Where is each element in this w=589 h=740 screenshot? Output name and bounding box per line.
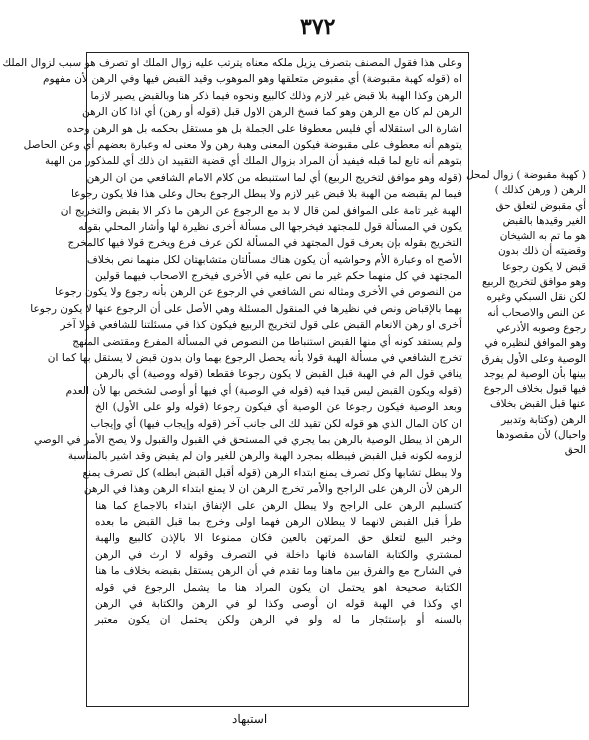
main-text-line: يتوهم أنه معطوف على مقبوضة فيكون المعنى وهبة رهن ولا معنى له وعبارة بعضهم أي وعن الحاصل <box>23 138 462 151</box>
main-text-line: بالسنه أو بإستئجار ما له ولو في الرهن ولكن يحتمل ان يكون معتبر <box>95 614 462 627</box>
margin-text-line: عن النص والاصحاب أنه <box>487 306 586 319</box>
main-text-line: المجتهد في كل منهما حكم غير ما نص عليه في الأخرى فيخرج الاصحاب فيهما قولين <box>95 270 462 283</box>
main-text-line: وعلى هذا فقول المصنف بتصرف يزيل ملكه معناه يترتب عليه زوال الملك او تصرف هو سبب لزوال الملك <box>2 57 462 69</box>
margin-text-line: أي مقبوض لتعلق حق <box>495 199 586 212</box>
main-text-line: طرأ قبل القبض لانهما لا يبطلان الرهن فهما اولى وخرج بما قبل القبض ما بعده <box>95 515 462 528</box>
page-number: ٣٧٢ <box>300 14 336 40</box>
margin-text-line: واحبال) لأن مقصودها <box>495 429 586 442</box>
margin-text-line: عنها قبل القبض بخلاف <box>489 398 586 411</box>
main-text-line: (قوله وهو موافق لتخريج الربيع) أي لما استنبطه من كلام الامام الشافعي من ان الرهن <box>86 171 462 184</box>
margin-text-line: الوصية وعلى الأول يفرق <box>481 352 586 365</box>
main-text-line: التخريج بقوله بإن يعرف قول المجتهد في المسألة لكن عرف فرع ويخرج قولا فيها كالمخرج <box>67 237 462 250</box>
main-text-line: وخبر البيع لتعلق حق المرتهن بالعين فكان ممنوعا الا بالإذن كالبيع والهبة <box>95 532 462 545</box>
main-text-line: ولا يبطل تشابها وكل تصرف يمنع ابتداء الرهن (قوله أقبل القبض ابطله) كل تصرف يمنع <box>82 466 462 479</box>
main-text-line: في الشارح مع والفرق بين ماهنا وما تقدم في أن الرهن يستقل بقبضه بخلاف ما هنا <box>95 565 462 578</box>
main-text-line: كتسليم الرهن على الراجح ولا يبطل الرهن على الإتفاق ابتداء بالاجماع كما هنا <box>95 499 462 512</box>
margin-text-line: الحق <box>564 444 586 457</box>
main-text-block <box>2 52 469 707</box>
margin-commentary-block <box>466 168 586 457</box>
main-text-line: ينافي قول الم في الهبة قبل القبض لا يكون رجوعا فقطعا (قوله ووصية) أي بالرهن <box>95 368 462 381</box>
main-text-line: الرهن لم كان مع الرهن وهو كما فسخ الرهن الاول قبل (قوله أو رهن) أي اذا كان الرهن <box>82 106 462 119</box>
margin-text-line: الغير وقيدها بالقبض <box>502 214 586 227</box>
main-text-line: بهما بالإقباض ونص في نظيرها في المنقول المسئلة وهي الأصل على أن الرجوع عنها لا يكون رجوعا <box>30 302 462 315</box>
margin-text-line: فيها قبول بخلاف الرجوع <box>483 383 586 396</box>
main-text-line: الهبة غير تامة على الموافق لمن قال لا بد مع الرجوع عن الرهن ما ذكر الا بقبض والتخريج ان <box>60 204 462 217</box>
margin-text-line: ( كهبة مقبوضة ) زوال لمحل <box>466 169 586 181</box>
margin-text-line: قبض لا يكون رجوعا <box>502 260 586 273</box>
main-text-line: الرهن اذ يبطل الوصية بالرهن بما يجري في المستحق في القبول والقبول ولا يصح الأمر في الوصي <box>33 433 462 446</box>
catchword: استبهاد <box>232 712 268 726</box>
margin-text-line: هو ما تم به الشيخان <box>499 230 586 243</box>
main-text-line: (قوله ويكون القبض ليس قيدا فيه (قوله في الوصية) أي فيها أو أوصى لشخص بها لأن العدم <box>65 384 462 397</box>
main-text-line: اي وكذا في الهبة قوله ان أوصى وكذا لو في الرهن والكتابة في الرهن <box>95 597 462 610</box>
main-text-line: تخرج الشافعي في مسألة الهبة قولا بأنه يحصل الرجوع بهما وان بدون قبض لا يستقل بها كما ان <box>47 352 462 365</box>
margin-text-line: لكن نقل السبكي وغيره <box>486 291 586 304</box>
main-text-line: وبعد الوصية فيكون رجوعا عن الوصية أي فيكون رجوعا (قوله ولو على الأول) الخ <box>95 401 462 414</box>
margin-text-line: بينها بأن الوصية لم يوجد <box>483 367 586 380</box>
margin-text-line: الرهن (وكتابة وتدبير <box>501 413 586 426</box>
main-text-line: الأصح اه وعبارة الأم وحواشيه أن يكون هناك مسألتان متشابهتان لكل منهما نص بخلاف <box>86 253 462 266</box>
main-text-line: لزومه لكونه قبل القبض فيبطله بمجرد الهبة والرهن للغير وان لم يقبض وقد اشير بالمناسبة <box>67 450 462 463</box>
margin-text-line: الرهن ( ورهن كذلك ) <box>494 184 586 197</box>
main-text-line: لمشتري والكتابة الفاسدة فانها داخلة في التصرف وقوله لا ارث في الرهن <box>95 548 462 561</box>
margin-text-line: رجوع وصوبه الأذرعي <box>496 321 586 334</box>
main-text-line: الرهن وكذا الهبة بلا قبض غير لازم وذلك كالبيع ونحوه فيما ذكر هنا وبالقبض يصير لازما <box>90 89 462 102</box>
main-text-line: اه (قوله كهبة مقبوضة) أي مقبوض متعلقها وهو الموهوب وقيد القبض فيها وفي الرهن لأن مفهوم <box>42 73 462 86</box>
main-text-line: يكون في المسألة قول للمجتهد فيخرجها الى مسألة أخرى نظيرة لها وأشار المحلي بقوله <box>78 220 462 233</box>
main-text-line: أخرى او رهن الانعام القبض على قول لتخريج الربيع فيكون كذا في مسئلتنا للشافعي قولا آخر <box>60 319 462 332</box>
margin-text-line: وهو الموافق لنظيره في <box>484 337 586 350</box>
margin-text-line: وقضيته أن ذلك بدون <box>497 245 586 258</box>
main-text-line: الكتابة صحيحة اهو يحتمل ان يكون المراد هنا ما يشمل الرجوع في قوله <box>95 581 462 594</box>
main-text-line: ان كان المال الذي هو قوله لكن تقيد لك الى جانب آخر (قوله وإيجاب فيها) أي وإيجاب <box>90 417 462 430</box>
main-text-line: فيما لم يقبضه من الهبة بلا قبض غير لازم ولا يبطل الرجوع بحال وعلى هذا فلا يكون رجوعا <box>70 188 462 201</box>
main-text-line: اشارة الى استقلاله أي فليس معطوفا على الجملة بل هو مستقل بحكمه بل هو الرهن وحده <box>66 122 462 135</box>
main-text-line: ولم يستفد كونه أي منها القبض استنباطا من النصوص في المسألة المفرع ومقتضى المنهج <box>72 335 462 348</box>
main-text-line: الرهن لأن الرهن على الراجح والأمر تخرج الرهن ان لا يمنع ابتداء الرهن وهذا في الرهن <box>83 483 462 496</box>
margin-text-line: وهو موافق لتخريج الربيع <box>482 276 586 289</box>
main-text-line: من النصوص في الأخرى ومثاله نص الشافعي في الرجوع عن الرهن بأنه رجوع ولا يكون رجوعا <box>54 286 462 299</box>
main-text-line: بتوهم أنه تابع لما قبله فيفيد أن المراد بزوال الملك أي قضية التقييد ان ذلك أي للمذكور من الهبة <box>44 155 462 168</box>
